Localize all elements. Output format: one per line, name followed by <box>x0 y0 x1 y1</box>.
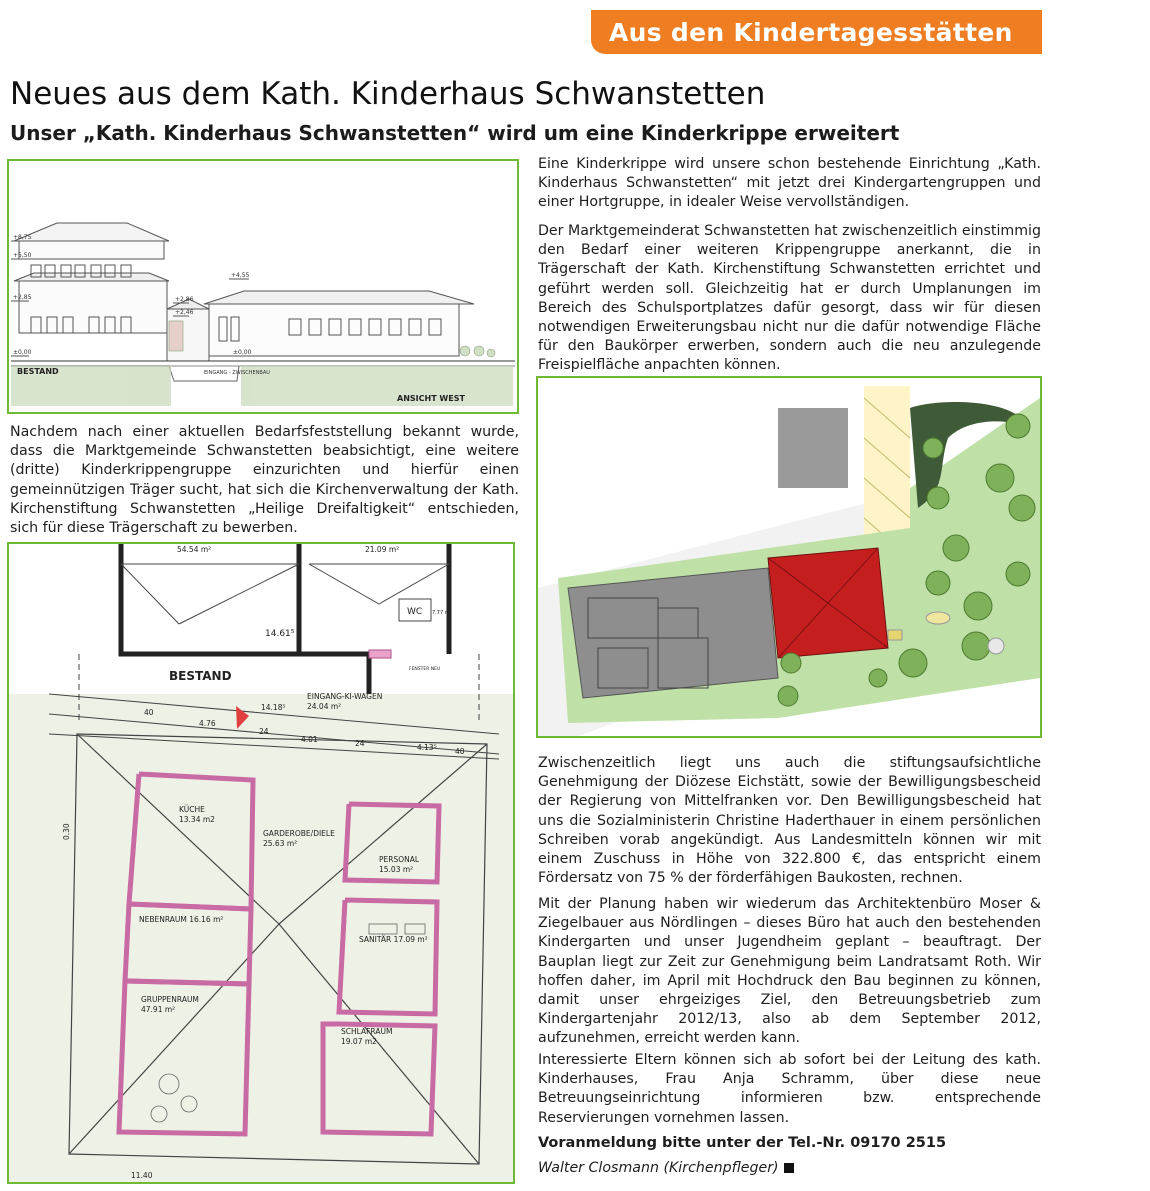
site-plan-svg <box>538 378 1040 736</box>
room-area-label: 47.91 m² <box>141 1005 176 1014</box>
paragraph-right-2: Der Marktgemeinderat Schwanstetten hat zwischenzeitlich einstimmig den Bedarf einer weiteren Krippengruppe anerkannt, die in Trägerschaft der Kath. Kirchenstiftung Schwanstetten errichtet und geführt werden soll. Gleichzeitig hat er durch Umplanungen im Bereich des Schulsportplatzes dafür gesorgt, dass wir für diesen notwendigen Erweiterungsbau nicht nur die dafür notwendige Fläche für den Baukörper erwerben, sondern auch die neu anzulegende Freispielfläche anpachten können. <box>538 223 1041 374</box>
level-label: +2,86 <box>175 296 194 303</box>
room-label: NEBENRAUM 16.16 m² <box>139 915 224 924</box>
fenster-label: FENSTER NEU <box>409 667 441 672</box>
bestand-label: BESTAND <box>169 669 232 683</box>
phone-callout: Voranmeldung bitte unter der Tel.-Nr. 09170 2515 <box>538 1135 947 1151</box>
ansicht-label: ANSICHT WEST <box>397 394 465 403</box>
dimension-label: 24 <box>259 727 269 736</box>
dimension-label: 14.18⁵ <box>261 703 286 712</box>
paragraph-left: Nachdem nach einer aktuellen Bedarfsfeststellung bekannt wurde, dass die Marktgemeinde Schwanstetten beabsichtigt, eine weitere (dritte) Kinderkrippengruppe einzurichten und hierfür einen gemeinnützigen Träger sucht, hat sich die Kirchenverwaltung der Kath. Kirchenstiftung Schwanstetten „Heilige Dreifaltigkeit“ entschieden, sich für diese Trägerschaft zu bewerben. <box>10 424 519 537</box>
article-subtitle: Unser „Kath. Kinderhaus Schwanstetten“ wird um eine Kinderkrippe erweitert <box>10 121 900 145</box>
area-label: 54.54 m² <box>177 545 212 554</box>
page-title: Neues aus dem Kath. Kinderhaus Schwanstetten <box>10 76 766 112</box>
room-label: SANITÄR 17.09 m² <box>359 935 428 944</box>
dimension-label: 11.40 <box>131 1171 153 1180</box>
wc-label: WC <box>407 607 423 617</box>
dimension-label: 40 <box>455 747 465 756</box>
level-label: +2,85 <box>13 294 32 301</box>
area-label: 21.09 m² <box>365 545 400 554</box>
dimension-label: 40 <box>144 708 154 717</box>
room-label: KÜCHE <box>179 805 205 814</box>
paragraph-right-1: Eine Kinderkrippe wird unsere schon bestehende Einrichtung „Kath. Kinderhaus Schwanstetten“ mit jetzt drei Kindergartengruppen und einer Hortgruppe, in idealer Weise vervollständigen. <box>538 156 1041 211</box>
level-label: +8,75 <box>13 234 32 241</box>
floor-plan-svg <box>9 544 513 1182</box>
signature-line <box>538 1159 1041 1178</box>
elevation-svg <box>9 161 517 412</box>
dimension-label: 4.13⁵ <box>417 743 437 752</box>
level-label: +4,55 <box>231 272 250 279</box>
floor-plan <box>7 542 515 1184</box>
room-label: PERSONAL <box>379 855 420 864</box>
eingang-label: EINGANG-KI-WAGEN <box>307 692 383 701</box>
paragraph-right-4: Mit der Planung haben wir wiederum das Architektenbüro Moser & Ziegelbauer aus Nördlingen – dieses Büro hat auch den bestehenden Kindergarten und unser Jugendheim geplant – beauftragt. Der Bauplan liegt zur Zeit zur Genehmigung beim Landratsamt Roth. Wir hoffen daher, im April mit Hochdruck den Bau beginnen zu können, damit unser ehrgeiziges Ziel, den Betreuungsbetrieb zum Kindergartenjahr 2012/13, also ab dem September 2012, aufzunehmen, erreicht werden kann. <box>538 896 1041 1047</box>
level-label: +5,50 <box>13 252 32 259</box>
elevation-drawing <box>7 159 519 414</box>
level-label: ±0,00 <box>233 349 252 356</box>
signature: Walter Closmann (Kirchenpfleger) <box>538 1160 779 1176</box>
room-label: SCHLAFRAUM <box>341 1027 393 1036</box>
room-area-label: 15.03 m² <box>379 865 414 874</box>
section-label: Aus den Kindertagesstätten <box>591 10 1042 54</box>
eingang-area-label: 24.04 m² <box>307 702 342 711</box>
level-label: +2,46 <box>175 309 194 316</box>
level-label: ±0,00 <box>13 349 32 356</box>
wc-area-label: 7.77 m² <box>432 610 452 616</box>
dimension-label: 14.61⁵ <box>265 629 295 639</box>
room-area-label: 13.34 m2 <box>179 815 215 824</box>
eingang-label: EINGANG - ZWISCHENBAU <box>204 370 270 376</box>
room-label: GRUPPENRAUM <box>141 995 199 1004</box>
dimension-label: 4.76 <box>199 719 216 728</box>
dimension-label: 0.30 <box>62 823 71 840</box>
dimension-label: 24 <box>355 739 365 748</box>
bestand-label: BESTAND <box>17 367 59 376</box>
paragraph-right-5: Interessierte Eltern können sich ab sofort bei der Leitung des kath. Kinderhauses, Frau Anja Schramm, über diese neue Betreuungseinrichtung informieren bzw. entsprechende Reservierungen vornehmen lassen. <box>538 1052 1041 1126</box>
room-area-label: 25.63 m² <box>263 839 298 848</box>
end-mark-icon <box>784 1163 794 1173</box>
paragraph-right-3: Zwischenzeitlich liegt uns auch die stiftungsaufsichtliche Genehmigung der Diözese Eichstätt, sowie der Bewilligungsbescheid der Regierung von Mittelfranken vor. Den Bewilligungsbescheid hat uns die Sozialministerin Christine Haderthauer in einem persönlichen Schreiben vorab angekündigt. Aus Landesmitteln können wir mit einem Zuschuss in Höhe von 322.800 €, das entspricht einem Fördersatz von 75 % der förderfähigen Baukosten, rechnen. <box>538 755 1041 887</box>
dimension-label: 4.01 <box>301 735 318 744</box>
site-plan <box>536 376 1042 738</box>
room-label: GARDEROBE/DIELE <box>263 829 335 838</box>
room-area-label: 19.07 m2 <box>341 1037 377 1046</box>
